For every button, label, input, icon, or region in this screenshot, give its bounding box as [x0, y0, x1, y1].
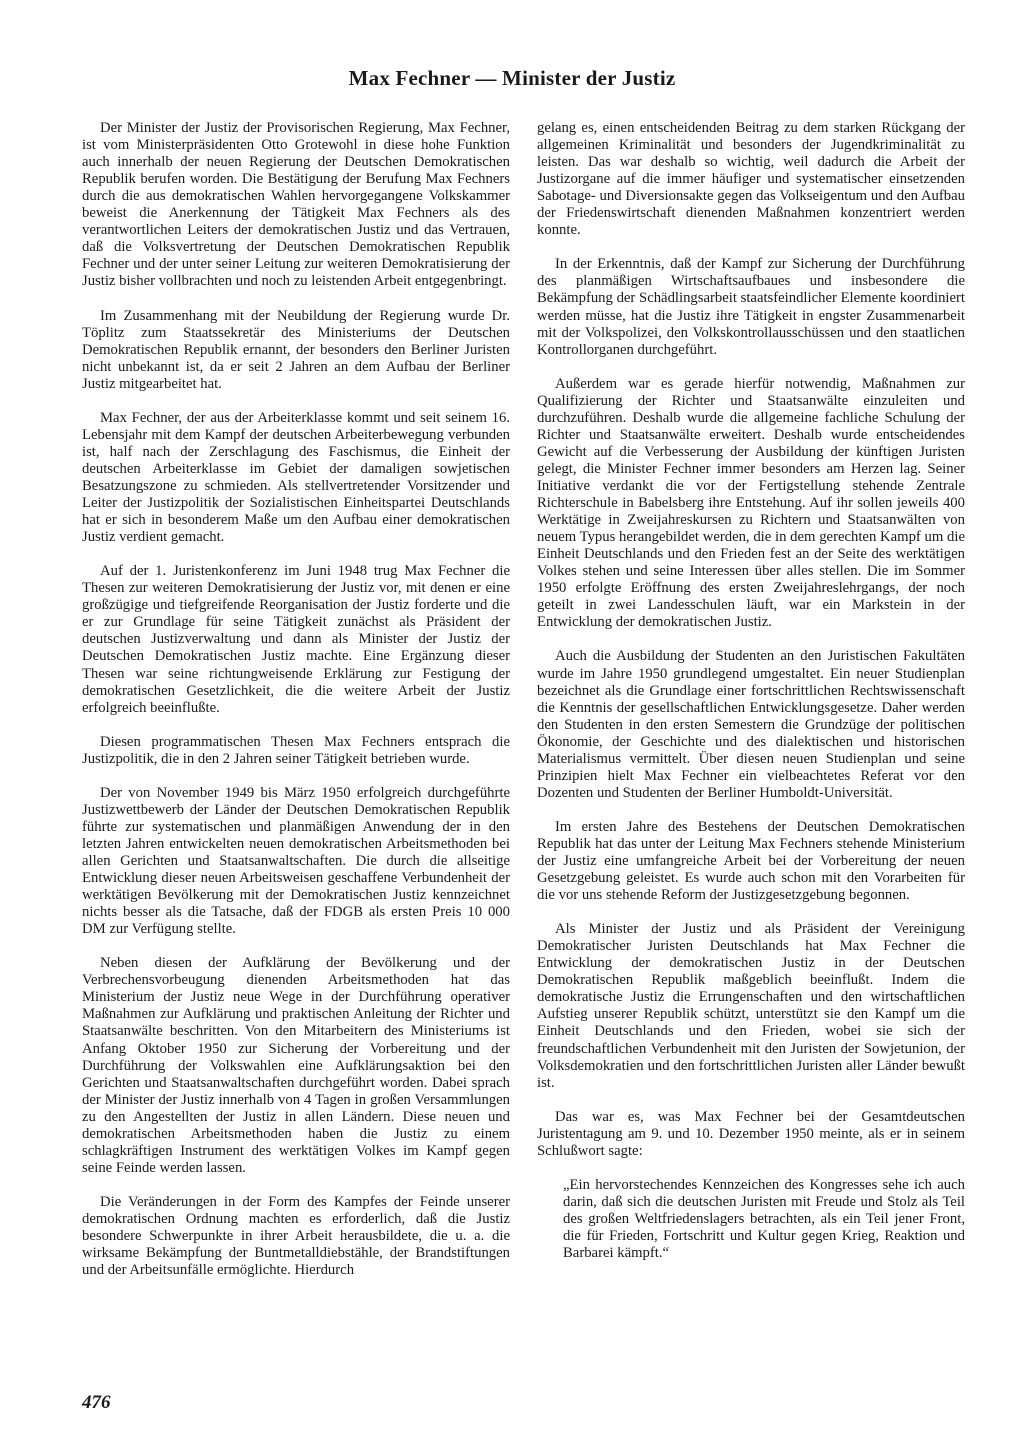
paragraph: Im Zusammenhang mit der Neubildung der Regierung wurde Dr. Töplitz zum Staatssekretär des Ministeriums der Deutschen Demokratischen Republik ernannt, der besonders den Berliner Juristen nicht unbekannt ist, da er seit 2 Jahren an dem Aufbau der Berliner Justiz mitgearbeitet hat. — [82, 307, 510, 392]
left-column — [82, 120, 510, 1390]
paragraph: Neben diesen der Aufklärung der Bevölkerung und der Verbrechensvorbeugung dienenden Arbeitsmethoden hat das Ministerium der Justiz neue Wege in der Durchführung operativer Maßnahmen zur Aufklärung und praktischen Anleitung der Richter und Staatsanwälte beschritten. Von den Mitarbeitern des Ministeriums ist Anfang Oktober 1950 zur Sicherung der Vorbereitung und der Durchführung der Volkswahlen eine Aufklärungsaktion bei den Gerichten und Staatsanwaltschaften durchgeführt worden. Dabei sprach der Minister der Justiz innerhalb von 4 Tagen in großen Versammlungen zu den Angestellten der Justiz in allen Ländern. Diese neuen und demokratischen Arbeitsmethoden haben die Justiz zu einem schlagkräftigen Instrument des werktätigen Volkes im Kampf gegen seine Feinde werden lassen. — [82, 955, 510, 1176]
page-title: Max Fechner — Minister der Justiz — [348, 66, 676, 90]
paragraph: In der Erkenntnis, daß der Kampf zur Sicherung der Durchführung des planmäßigen Wirtschaftsaufbaues und insbesondere die Bekämpfung der Schädlingsarbeit staatsfeindlicher Elemente koordiniert werden müsse, hat die Justiz ihre Tätigkeit in engster Zusammenarbeit mit der Volkspolizei, den Volkskontrollausschüssen und den staatlichen Kontrollorganen durchgeführt. — [537, 256, 965, 358]
paragraph: Diesen programmatischen Thesen Max Fechners entsprach die Justizpolitik, die in den 2 Jahren seiner Tätigkeit betrieben wurde. — [82, 733, 510, 767]
paragraph: Die Veränderungen in der Form des Kampfes der Feinde unserer demokratischen Ordnung machten es erforderlich, daß die Justiz besondere Schwerpunkte in ihrer Arbeit herausbildete, die u. a. die wirksame Bekämpfung der Buntmetalldiebstähle, der Brandstiftungen und der Arbeitsunfälle ermöglichte. Hierdurch — [82, 1193, 510, 1279]
page-number: 476 — [82, 1392, 111, 1413]
paragraph: Das war es, was Max Fechner bei der Gesamtdeutschen Juristentagung am 9. und 10. Dezember 1950 meinte, als er in seinem Schlußwort sagte: — [537, 1108, 965, 1159]
paragraph: Auch die Ausbildung der Studenten an den Juristischen Fakultäten wurde im Jahre 1950 grundlegend umgestaltet. Ein neuer Studienplan bezeichnet als die Grundlage einer fortschrittlichen Rechtswissenschaft die Kenntnis der gesellschaftlichen Entwicklungsgesetze. Daher werden den Studenten in den ersten Semestern die Grundzüge der politischen Ökonomie, der Geschichte und des dialektischen und historischen Materialismus vermittelt. Über diesen neuen Studienplan und seine Prinzipien hielt Max Fechner ein vielbeachtetes Referat vor den Dozenten und Studenten der Berliner Humboldt-Universität. — [537, 648, 965, 801]
paragraph: Außerdem war es gerade hierfür notwendig, Maßnahmen zur Qualifizierung der Richter und Staatsanwälte einzuleiten und durchzuführen. Deshalb wurde die allgemeine fachliche Schulung der Richter und Staatsanwälte erweitert. Deshalb wurde entscheidendes Gewicht auf die Verbesserung der Ausbildung der künftigen Juristen gelegt, die Minister Fechner immer besonders am Herzen lag. Seiner Initiative verdankt die vor der Fertigstellung stehende Zentrale Richterschule in Babelsberg ihre Entstehung. Auf ihr sollen jeweils 400 Werktätige in Zweijahreskursen zu Richtern und Staatsanwälten von neuem Typus herangebildet werden, die in dem gerechten Kampf um die Einheit Deutschlands und den Frieden fest an der Seite des werktätigen Volkes stehen und seine Interessen über alles stellen. Die im Sommer 1950 erfolgte Eröffnung des ersten Zweijahreslehrgangs, der noch geteilt in zwei Landesschulen läuft, war ein Markstein in der Entwicklung der demokratischen Justiz. — [537, 375, 965, 631]
paragraph: Im ersten Jahre des Bestehens der Deutschen Demokratischen Republik hat das unter der Leitung Max Fechners stehende Ministerium der Justiz eine umfangreiche Arbeit bei der Vorbereitung der neuen Gesetzgebung geleistet. Es wurde auch schon mit den Vorarbeiten für die vor uns stehende Reform der Justizgesetzgebung begonnen. — [537, 818, 965, 904]
right-column — [537, 120, 965, 1390]
paragraph: Der von November 1949 bis März 1950 erfolgreich durchgeführte Justizwettbewerb der Länder der Deutschen Demokratischen Republik führte zur systematischen und planmäßigen Anwendung der in den letzten Jahren entwickelten neuen demokratischen Arbeitsmethoden bei allen Gerichten und Staatsanwaltschaften. Die durch die allseitige Entwicklung dieser neuen Arbeitsweisen geschaffene Verbundenheit der werktätigen Bevölkerung mit der Demokratischen Justiz kennzeichnet nichts besser als die Tatsache, daß der FDGB als ersten Preis 10 000 DM zur Verfügung stellte. — [82, 784, 510, 938]
paragraph: Max Fechner, der aus der Arbeiterklasse kommt und seit seinem 16. Lebensjahr mit dem Kampf der deutschen Arbeiterbewegung verbunden ist, half nach der Zerschlagung des Faschismus, die Einheit der deutschen Arbeiterklasse im Gebiet der damaligen sowjetischen Besatzungszone zu schmieden. Als stellvertretender Vorsitzender und Leiter der Justizpolitik der Sozialistischen Einheitspartei Deutschlands hat er sich in besonderem Maße um den Aufbau einer demokratischen Justiz verdient gemacht. — [82, 409, 510, 546]
paragraph: Der Minister der Justiz der Provisorischen Regierung, Max Fechner, ist vom Ministerpräsidenten Otto Grotewohl in diese hohe Funktion auch innerhalb der neuen Regierung der Deutschen Demokratischen Republik berufen worden. Die Bestätigung der Berufung Max Fechners durch die aus demokratischen Wahlen hervorgegangene Volkskammer beweist die Anerkennung der Tätigkeit Max Fechners als des verantwortlichen Leiters der demokratischen Justiz und das Vertrauen, daß die Volksvertretung der Deutschen Demokratischen Republik Fechner und der unter seiner Leitung zur weiteren Demokratisierung der Justiz bisher vollbrachten und noch zu leistenden Arbeit entgegenbringt. — [82, 120, 510, 290]
paragraph-continued: gelang es, einen entscheidenden Beitrag zu dem starken Rückgang der allgemeinen Kriminalität und besonders der Jugendkriminalität zu leisten. Das war deshalb so wichtig, weil dadurch die Arbeit der Justizorgane auf die immer häufiger und systematischer einsetzenden Sabotage- und Diversionsakte gegen das Volkseigentum und den Aufbau der Friedenswirtschaft dienenden Maßnahmen konzentriert werden konnte. — [537, 120, 965, 239]
block-quote: „Ein hervorstechendes Kennzeichen des Kongresses sehe ich auch darin, daß sich die deutschen Juristen mit Freude und Stolz als Teil des großen Weltfriedenslagers betrachten, als ein Teil jener Front, die für Frieden, Fortschritt und Kultur gegen Krieg, Reaktion und Barbarei kämpft.“ — [563, 1176, 965, 1262]
paragraph: Als Minister der Justiz und als Präsident der Vereinigung Demokratischer Juristen Deutschlands hat Max Fechner die Entwicklung der demokratischen Justiz in der Deutschen Demokratischen Republik maßgeblich beeinflußt. Indem die demokratische Justiz die Errungenschaften und den wirtschaftlichen Aufstieg unserer Republik schützt, unterstützt sie den Kampf um die Einheit Deutschlands und den Frieden, wobei sie sich der freundschaftlichen Verbundenheit mit den Juristen der Sowjetunion, der Volksdemokratien und den fortschrittlichen Juristen aller Länder bewußt ist. — [537, 921, 965, 1091]
paragraph: Auf der 1. Juristenkonferenz im Juni 1948 trug Max Fechner die Thesen zur weiteren Demokratisierung der Justiz vor, mit denen er eine großzügige und tiefgreifende Reorganisation der Justiz forderte und die er zur Grundlage für seine Tätigkeit zunächst als Präsident der deutschen Justizverwaltung und dann als Minister der Justiz der Deutschen Demokratischen Justiz machte. Eine Ergänzung dieser Thesen war seine richtungweisende Erklärung zur Festigung der demokratischen Gesetzlichkeit, die die weitere Arbeit der Justiz erfolgreich beeinflußte. — [82, 563, 510, 716]
